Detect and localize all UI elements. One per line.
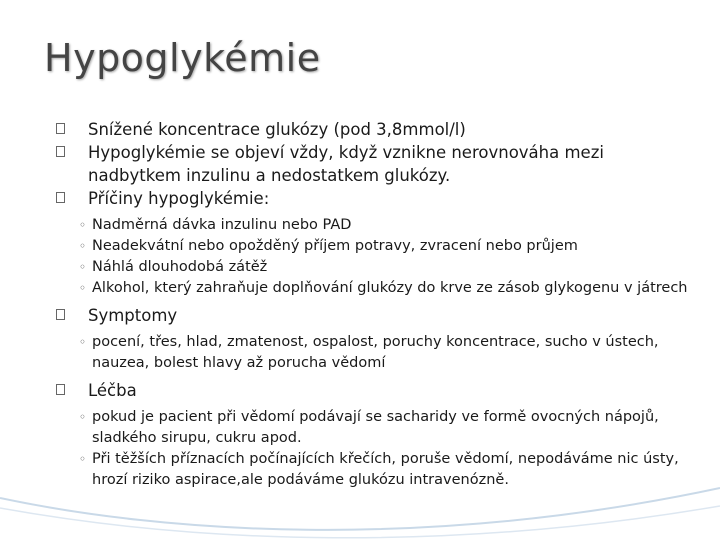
- bullet-text: Snížené koncentrace glukózy (pod 3,8mmol/l): [88, 120, 466, 139]
- bullet-text: Hypoglykémie se objeví vždy, když vznikne nerovnováha mezi nadbytkem inzulinu a nedostatkem glukózy.: [88, 143, 604, 185]
- sub-bullet-text: Při těžších příznacích počínajících křečích, poruše vědomí, nepodáváme nic ústy, hrozí riziko aspirace,ale podáváme glukózu intravenózně.: [92, 451, 679, 488]
- sub-bullet-text: pokud je pacient při vědomí podávají se sacharidy ve formě ovocných nápojů, sladkého sirupu, cukru apod.: [92, 409, 659, 446]
- circle-bullet-icon: ◦: [79, 452, 87, 466]
- circle-bullet-icon: ◦: [79, 335, 87, 349]
- sub-bullet-item: [56, 257, 696, 278]
- sub-bullet-item: [56, 215, 696, 236]
- sub-bullet-text: pocení, třes, hlad, zmatenost, ospalost, poruchy koncentrace, sucho v ústech, nauzea, bolest hlavy až porucha vědomí: [92, 334, 659, 371]
- sub-bullet-item: [56, 332, 696, 374]
- square-bullet-icon: [56, 146, 65, 157]
- bullet-text: Příčiny hypoglykémie:: [88, 189, 270, 208]
- curve-line: [0, 488, 720, 530]
- bullet-item-treatment: [56, 379, 696, 402]
- sub-bullet-text: Alkohol, který zahraňuje doplňování glukózy do krve ze zásob glykogenu v játrech: [92, 280, 688, 296]
- circle-bullet-icon: ◦: [79, 218, 87, 232]
- circle-bullet-icon: ◦: [79, 410, 87, 424]
- bullet-item: [56, 141, 696, 187]
- curve-line: [0, 506, 720, 538]
- square-bullet-icon: [56, 123, 65, 134]
- sub-bullet-text: Neadekvátní nebo opožděný příjem potravy, zvracení nebo průjem: [92, 238, 578, 254]
- sub-bullet-text: Náhlá dlouhodobá zátěž: [92, 259, 268, 275]
- square-bullet-icon: [56, 309, 65, 320]
- sub-bullet-text: Nadměrná dávka inzulinu nebo PAD: [92, 217, 352, 233]
- bullet-text: Léčba: [88, 381, 137, 400]
- square-bullet-icon: [56, 192, 65, 203]
- bullet-item: [56, 118, 696, 141]
- slide-content: [56, 118, 696, 491]
- bullet-text: Symptomy: [88, 306, 178, 325]
- circle-bullet-icon: ◦: [79, 281, 87, 295]
- square-bullet-icon: [56, 384, 65, 395]
- sub-bullet-item: [56, 278, 696, 299]
- bullet-item-symptoms: [56, 304, 696, 327]
- sub-bullet-item: [56, 407, 696, 449]
- sub-bullet-item: [56, 449, 696, 491]
- circle-bullet-icon: ◦: [79, 260, 87, 274]
- bullet-item: [56, 187, 696, 210]
- sub-bullet-item: [56, 236, 696, 257]
- circle-bullet-icon: ◦: [79, 239, 87, 253]
- slide-title: Hypoglykémie: [44, 36, 321, 80]
